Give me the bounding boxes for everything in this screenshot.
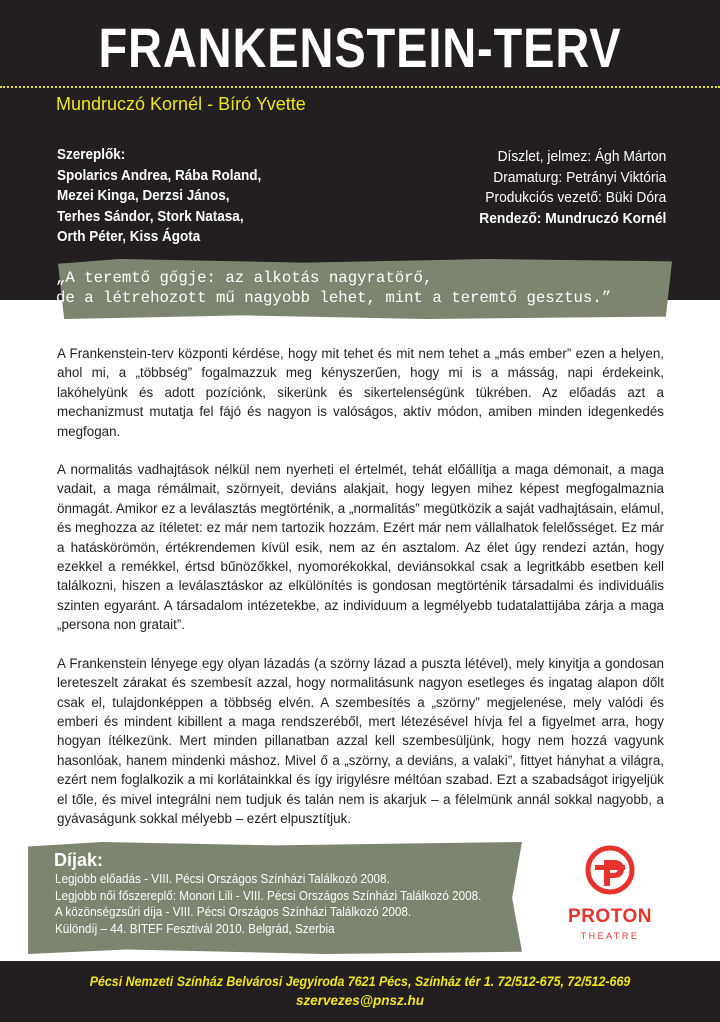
page-title: FRANKENSTEIN-TERV (98, 16, 622, 79)
crew-line: Produkciós vezető: Büki Dóra (484, 189, 666, 206)
quote-line: „A teremtő gőgje: az alkotás nagyratörő, (56, 269, 433, 287)
awards-list (55, 871, 481, 938)
logo-name: PROTON (568, 906, 652, 927)
logo-subtitle: THEATRE (580, 931, 640, 941)
footer-email: szervezes@pnsz.hu (296, 993, 424, 1008)
crew-line: Dramaturg: Petrányi Viktória (492, 168, 666, 186)
award-item: Legjobb előadás - VIII. Pécsi Országos Színházi Találkozó 2008. (55, 871, 390, 886)
body-paragraph: A Frankenstein-terv központi kérdése, hogy mit tehet és mit nem tehet a „más ember” ezen a helyen, ahol mi, a „többség” fogalmazzuk meg kényszerűen, hogy mi is a másság, napi érdekeink, lakóhelyünk és adott pozíciónk, sikerünk és sikertelenségünk tükrében. Az előadás azt a mechanizmust mutatja fel fájó és nagyon is valóságos, aktív módon, amiben minden idegenkedés megfogan. (57, 346, 664, 439)
cast-line: Orth Péter, Kiss Ágota (57, 228, 201, 245)
director-line: Rendező: Mundruczó Kornél (478, 209, 666, 227)
cast-list (57, 145, 261, 248)
cast-heading: Szereplők: (57, 146, 126, 163)
authors-subtitle: Mundruczó Kornél - Bíró Yvette (56, 94, 306, 114)
cast-line: Terhes Sándor, Stork Natasa, (57, 207, 244, 225)
footer-address: Pécsi Nemzeti Színház Belvárosi Jegyiroda 7621 Pécs, Színház tér 1. 72/512-675, 72/512-669 (89, 974, 631, 989)
cast-line: Spolarics Andrea, Rába Roland, (57, 166, 262, 184)
award-item: A közönségzsűri díja - VIII. Pécsi Országos Színházi Találkozó 2008. (55, 904, 412, 920)
dotted-divider (0, 86, 720, 88)
quote-line: de a létrehozott mű nagyobb lehet, mint a teremtő gesztus.” (56, 289, 612, 307)
crew-list (479, 147, 666, 229)
article-body (57, 344, 664, 847)
cast-line: Mezei Kinga, Derzsi János, (57, 187, 230, 204)
crew-line: Díszlet, jelmez: Ágh Márton (497, 148, 666, 165)
body-paragraph: A normalitás vadhajtások nélkül nem nyerheti el értelmét, tehát előállítja a maga démonait, a maga vadait, a maga rémálmait, szörnyeit, deviáns alakjait, hogy legyen mihez képest megfogalmaznia önmagát. Amikor ez a leválasztás megtörténik, a „normalitás” megütközik a saját vadhajtásain, elámul, és meghozza az ítéletet: ez már nem tartozik hozzám. Ezért már nem vállalhatok felelősséget. Ez már a hatáskörömön, értékrendemen kívül esik, nem az én asztalom. Az élet úgy rendezi aztán, hogy ezekkel a remékkel, értsd bűnözőkkel, nyomorékokkal, deviánsokkal csak a legritkább esetben kell találkozni, hiszen a leválasztáskor az elkülönítés is gondosan megtörténik társadalmi és individuális szinten egyaránt. A társadalom intézetekbe, az individuum a legmélyebb tudatalattijába zárja a maga „persona non gratait”. (57, 462, 664, 633)
footer-band (0, 961, 720, 1022)
awards-heading: Díjak: (54, 850, 104, 870)
quote-text (56, 268, 611, 308)
award-item: Különdíj – 44. BITEF Fesztivál 2010. Belgrád, Szerbia (55, 921, 335, 937)
body-paragraph: A Frankenstein lényege egy olyan lázadás (a szörny lázad a puszta létével), mely kinyitja a gondosan lereteszelt zárakat és szembesít azzal, hogy normalitásunk nagyon esetleges és ingatag alapon dőlt csak el, tulajdonképpen a többség elvén. A szembesítés a „szörny” megjelenése, mely valódi és emberi és mindent kibillent a maga rendszeréből, mert létezésével hívja fel a figyelmet arra, hogy hogyan ítélkezünk. Mert minden pillanatban azzal kell szembesüljünk, hogy nem hozzá vagyunk hasonlóak, hanem mindenki máshoz. Mivel ő a „szörny, a deviáns, a valaki”, fittyet hányhat a világra, ezért nem foglalkozik a mi korlátainkkal és így irigylésre méltóan szabad. Ezt a szabadságot irigyeljük el tőle, és mivel integrálni nem tudjuk és talán nem is akarjuk – a félelmünk annál sokkal nagyobb, a gyávaságunk sokkal mélyebb – ezért elpusztítjuk. (57, 655, 664, 826)
award-item: Legjobb női főszereplő: Monori Lili - VIII. Pécsi Országos Színházi Találkozó 2008. (55, 887, 482, 903)
